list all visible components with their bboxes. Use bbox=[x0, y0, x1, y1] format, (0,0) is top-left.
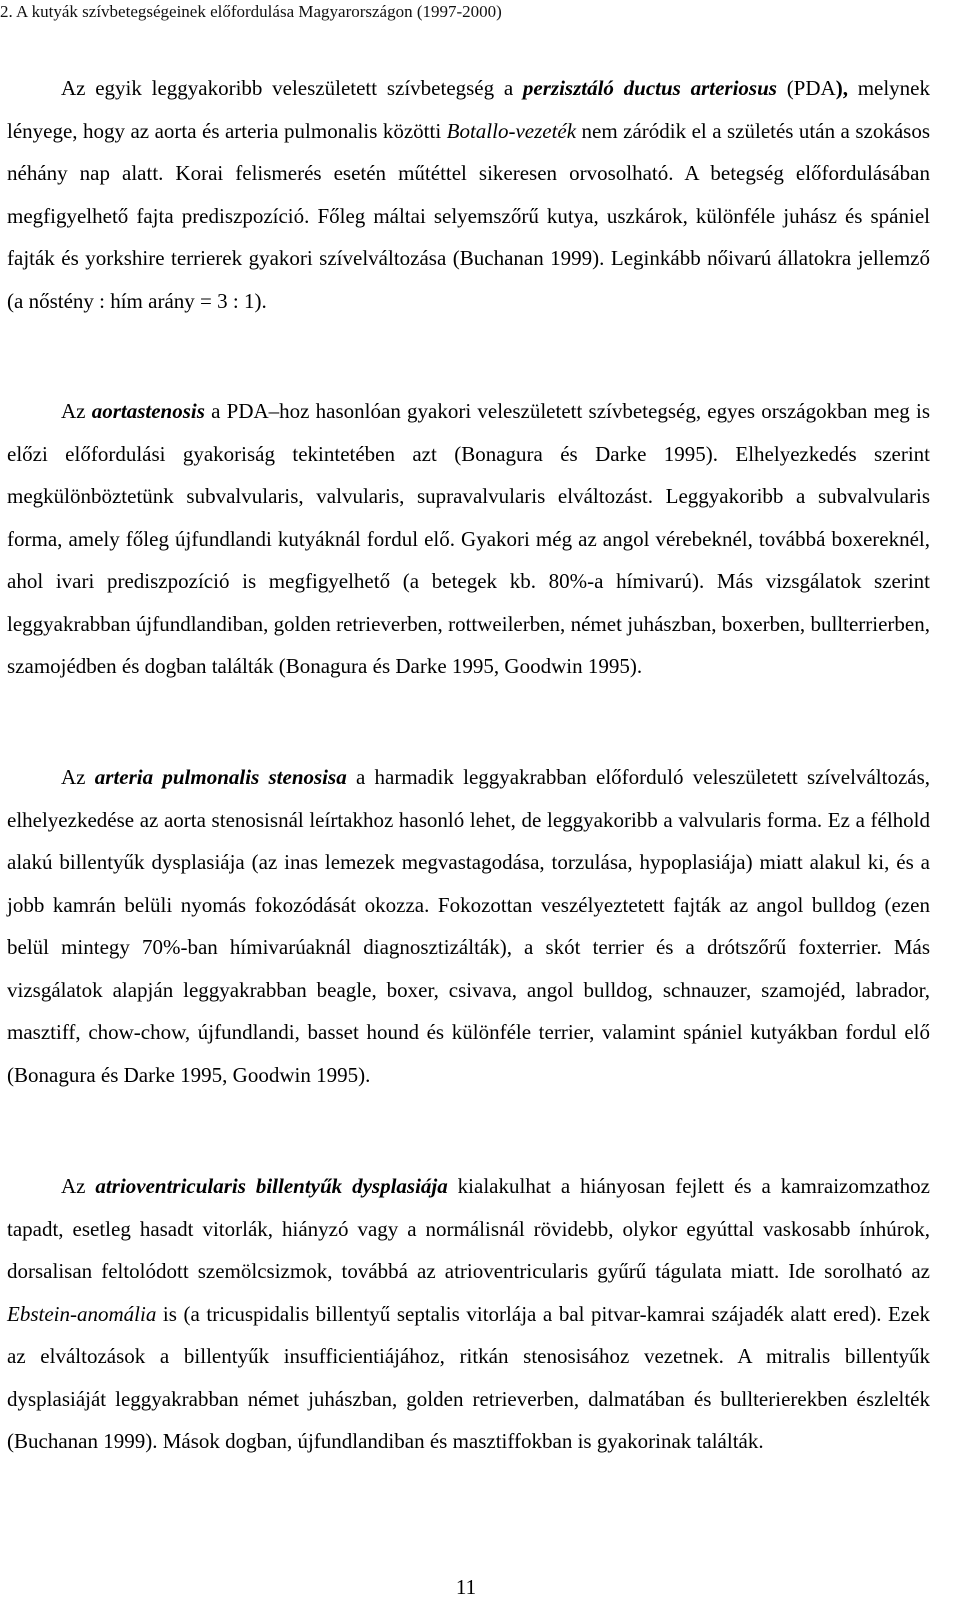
term-aortastenosis: aortastenosis bbox=[91, 399, 205, 423]
term-pulmonalis-stenosis: arteria pulmonalis stenosisa bbox=[94, 765, 347, 789]
term-pda: perzisztáló ductus arteriosus bbox=[522, 76, 777, 100]
paragraph-text-bold: ), bbox=[835, 76, 848, 100]
term-av-dysplasia: atrioventricularis billentyűk dysplasiája bbox=[95, 1174, 448, 1198]
paragraph-text: Az bbox=[61, 1174, 96, 1198]
running-header: 2. A kutyák szívbetegségeinek előfordulása Magyarországon (1997-2000) bbox=[0, 2, 502, 21]
paragraph-pda bbox=[7, 67, 930, 322]
paragraph-pulmonalis bbox=[7, 756, 930, 1096]
paragraph-text: Az egyik leggyakoribb veleszületett szívbetegség a bbox=[61, 76, 523, 100]
paragraph-text: nem záródik el a születés után a szokásos néhány nap alatt. Korai felismerés esetén műtéttel sikeresen orvosolható. A betegség előfordulásában megfigyelhető fajta prediszpozíció. Főleg máltai selyemszőrű kutya, uszkárok, különféle juhász és spániel fajták és yorkshire terrierek gyakori szívelváltozása (Buchanan 1999). Leginkább nőivarú állatokra jellemző (a nőstény : hím arány = 3 : 1). bbox=[7, 118, 930, 313]
paragraph-av-dysplasia bbox=[7, 1165, 930, 1463]
paragraph-aortastenosis bbox=[7, 390, 930, 688]
paragraph-text: a harmadik leggyakrabban előforduló veleszületett szívelváltozás, elhelyezkedése az aorta stenosisnál leírtakhoz hasonló lehet, de leggyakoribb a valvularis forma. Ez a félhold alakú billentyűk dysplasiája (az inas lemezek megvastagodása, torzulása, hypoplasiája) miatt alakul ki, és a jobb kamrán belüli nyomás fokozódását okozza. Fokozottan veszélyeztetett fajták az angol bulldog (ezen belül mintegy 70%-ban hímivarúaknál diagnosztizálták), a skót terrier és a drótszőrű foxterrier. Más vizsgálatok alapján leggyakrabban beagle, boxer, csivava, angol bulldog, schnauzer, szamojéd, labrador, masztiff, chow-chow, újfundlandi, basset hound és különféle terrier, valamint spániel kutyákban fordul elő (Bonagura és Darke 1995, Goodwin 1995). bbox=[7, 765, 931, 1087]
paragraph-text: a PDA–hoz hasonlóan gyakori veleszületett szívbetegség, egyes országokban meg is előzi előfordulási gyakoriság tekintetében azt (Bonagura és Darke 1995). Elhelyezkedés szerint megkülönböztetünk subvalvularis, valvularis, supravalvularis elváltozást. Leggyakoribb a subvalvularis forma, amely főleg újfundlandi kutyáknál fordul elő. Gyakori még az angol vérebeknél, továbbá boxereknél, ahol ivari prediszpozíció is megfigyelhető (a betegek kb. 80%-a hímivarú). Más vizsgálatok szerint leggyakrabban újfundlandiban, golden retrieverben, rottweilerben, német juhászban, boxerben, bullterrierben, szamojédben és dogban találták (Bonagura és Darke 1995, Goodwin 1995). bbox=[7, 399, 930, 678]
paragraph-text: (PDA bbox=[776, 76, 836, 100]
paragraph-text: is (a tricuspidalis billentyű septalis vitorlája a bal pitvar-kamrai szájadék alatt ered). Ezek az elváltozások a billentyűk insufficientiájához, ritkán stenosisához vezetnek. A mitralis billentyűk dysplasiáját leggyakrabban német juhászban, golden retrieverben, dalmatában és bullterierekben észlelték (Buchanan 1999). Mások dogban, újfundlandiban és masztiffokban is gyakorinak találták. bbox=[7, 1301, 930, 1453]
term-ebstein: Ebstein-anomália bbox=[7, 1301, 157, 1326]
paragraph-text: Az bbox=[61, 765, 95, 789]
paragraph-text: kialakulhat a hiányosan fejlett és a kamraizomzathoz tapadt, esetleg hasadt vitorlák, hiányzó vagy a normálisnál rövidebb, olykor egyúttal vaskosabb ínhúrok, dorsalisan feltolódott szemölcsizmok, továbbá az atrioventricularis gyűrű tágulata miatt. Ide sorolható az bbox=[7, 1174, 930, 1283]
term-botallo: Botallo-vezeték bbox=[446, 118, 577, 143]
paragraph-text: Az bbox=[61, 399, 92, 423]
paragraph-text: melynek lényege, hogy az aorta és arteria pulmonalis közötti bbox=[7, 76, 930, 143]
page-number: 11 bbox=[455, 1575, 477, 1599]
